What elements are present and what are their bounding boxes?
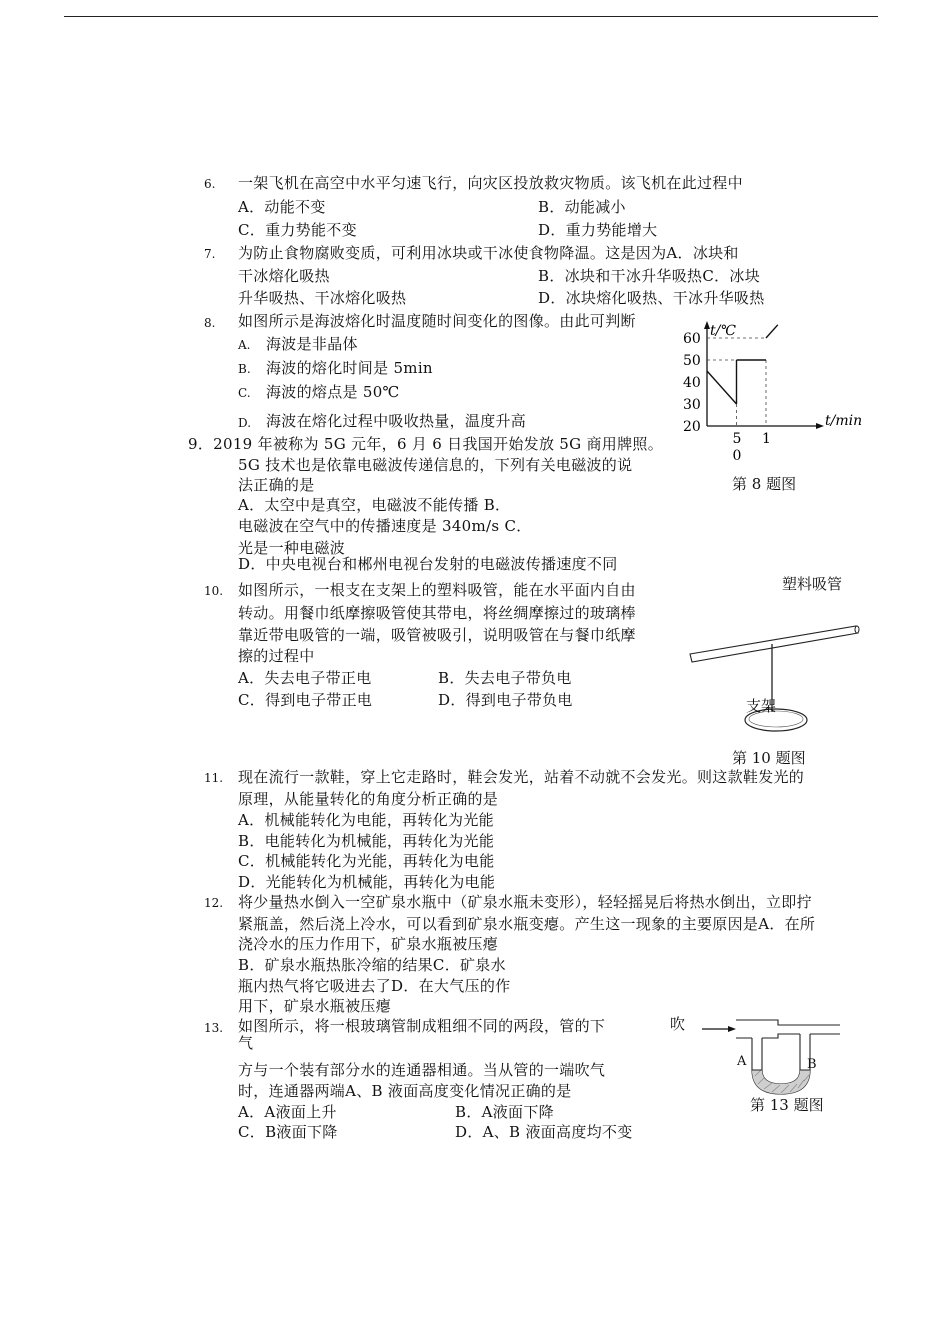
question-number: 10. <box>204 584 224 598</box>
option-c: C．B液面下降 <box>238 1123 338 1141</box>
question-line: B．矿泉水瓶热胀冷缩的结果C．矿泉水 <box>238 956 506 974</box>
question-line: 气 <box>238 1034 254 1052</box>
blow-arrowhead <box>728 1026 736 1032</box>
x-tick-label: 0 <box>732 448 742 464</box>
question-line: 转动。用餐巾纸摩擦吸管使其带电，将丝绸摩擦过的玻璃棒 <box>238 604 636 622</box>
question-number: 13. <box>204 1021 224 1035</box>
melting-curve-chart <box>676 318 876 468</box>
series-segment <box>766 325 778 338</box>
option-d: D．A、B 液面高度均不变 <box>455 1123 633 1141</box>
option-c: 光是一种电磁波 <box>238 539 346 557</box>
header-rule <box>64 16 878 17</box>
option-d: D．重力势能增大 <box>538 221 658 239</box>
question-line: 如图所示，将一根玻璃管制成粗细不同的两段，管的下 <box>238 1017 606 1035</box>
question-line: 浇冷水的压力作用下，矿泉水瓶被压瘪 <box>238 935 499 953</box>
figure-caption: 第 10 题图 <box>732 749 806 767</box>
option-a: A．动能不变 <box>238 198 326 216</box>
option-a: A．失去电子带正电 <box>238 669 372 687</box>
straw-on-stand-figure <box>686 620 866 740</box>
question-number: 12. <box>204 896 224 910</box>
question-line: B．冰块和干冰升华吸热C．冰块 <box>538 267 761 285</box>
question-line: 9．2019 年被称为 5G 元年，6 月 6 日我国开始发放 5G 商用牌照。 <box>188 435 664 453</box>
question-line: 用下，矿泉水瓶被压瘪 <box>238 997 392 1015</box>
question-line: 原理，从能量转化的角度分析正确的是 <box>238 790 499 808</box>
question-line: 瓶内热气将它吸进去了D．在大气压的作 <box>238 977 511 995</box>
option-d: 海波在熔化过程中吸收热量，温度升高 <box>266 412 527 430</box>
figure-label-blow: 吹 <box>670 1015 686 1033</box>
y-tick-label: 30 <box>683 397 701 413</box>
option-b: 海波的熔化时间是 5min <box>266 359 433 377</box>
option-b: B．电能转化为机械能，再转化为光能 <box>238 832 495 850</box>
question-line: 方与一个装有部分水的连通器相通。当从管的一端吹气 <box>238 1061 606 1079</box>
question-line: 将少量热水倒入一空矿泉水瓶中（矿泉水瓶未变形），轻轻摇晃后将热水倒出，立即拧 <box>238 893 812 911</box>
option-a: A．机械能转化为电能，再转化为光能 <box>238 811 494 829</box>
y-tick-label: 20 <box>683 419 701 435</box>
option-a: A．太空中是真空，电磁波不能传播 B． <box>238 496 511 514</box>
question-line: 靠近带电吸管的一端，吸管被吸引，说明吸管在与餐巾纸摩 <box>238 626 636 644</box>
option-d: D．中央电视台和郴州电视台发射的电磁波传播速度不同 <box>238 555 618 573</box>
y-tick-label: 40 <box>683 375 701 391</box>
option-c: C．得到电子带正电 <box>238 691 373 709</box>
y-tick-label: 60 <box>683 331 701 347</box>
straw-end <box>855 626 859 633</box>
question-stem: 一架飞机在高空中水平匀速飞行，向灾区投放救灾物质。该飞机在此过程中 <box>238 174 743 192</box>
option-b: 电磁波在空气中的传播速度是 340m/s C． <box>238 517 532 535</box>
question-number: 7. <box>204 247 216 261</box>
option-label: A. <box>238 338 251 352</box>
question-stem: 如图所示是海波熔化时温度随时间变化的图像。由此可判断 <box>238 312 636 330</box>
option-b: B．失去电子带负电 <box>438 669 572 687</box>
question-number: 11. <box>204 771 224 785</box>
series-segment <box>707 371 737 404</box>
option-d: D．得到电子带负电 <box>438 691 573 709</box>
u-tube-inner <box>762 1034 800 1084</box>
figure-label-b: B <box>807 1057 817 1072</box>
question-number: 8. <box>204 316 216 330</box>
water <box>752 1070 810 1094</box>
option-c: 海波的熔点是 50℃ <box>266 383 400 401</box>
x-axis-label: t/min <box>825 413 863 429</box>
question-line: D．冰块熔化吸热、干冰升华吸热 <box>538 289 765 307</box>
figure-caption: 第 13 题图 <box>750 1096 824 1114</box>
question-line: 干冰熔化吸热 <box>238 267 330 285</box>
glass-tube-top <box>736 1020 840 1025</box>
x-tick-label: 1 <box>762 431 771 447</box>
y-axis-label: t/℃ <box>710 323 737 339</box>
question-number: 6. <box>204 177 216 191</box>
figure-label-straw: 塑料吸管 <box>782 575 843 593</box>
option-label: B. <box>238 362 251 376</box>
option-b: B．动能减小 <box>538 198 626 216</box>
plastic-straw <box>690 626 858 662</box>
question-line: 如图所示，一根支在支架上的塑料吸管，能在水平面内自由 <box>238 581 636 599</box>
question-line: 现在流行一款鞋，穿上它走路时，鞋会发光，站着不动就不会发光。则这款鞋发光的 <box>238 768 805 786</box>
question-line: 为防止食物腐败变质，可利用冰块或干冰使食物降温。这是因为A．冰块和 <box>238 244 739 262</box>
option-a: 海波是非晶体 <box>266 335 358 353</box>
option-c: C．机械能转化为光能，再转化为电能 <box>238 852 495 870</box>
option-label: D. <box>238 416 252 430</box>
x-tick-label: 5 <box>732 431 742 447</box>
x-axis-arrow <box>816 423 824 429</box>
figure-caption: 第 8 题图 <box>732 475 797 493</box>
option-label: C. <box>238 386 251 400</box>
option-a: A．A液面上升 <box>238 1103 337 1121</box>
figure-label-stand: 支架 <box>746 697 777 715</box>
figure-label-a: A <box>737 1054 747 1069</box>
question-line: 5G 技术也是依靠电磁波传递信息的，下列有关电磁波的说 <box>238 456 633 474</box>
question-line: 法正确的是 <box>238 476 315 494</box>
glass-tube-bottom <box>736 1034 840 1038</box>
y-tick-label: 50 <box>683 353 701 369</box>
question-line: 擦的过程中 <box>238 647 315 665</box>
question-line: 时，连通器两端A、B 液面高度变化情况正确的是 <box>238 1082 572 1100</box>
option-c: C．重力势能不变 <box>238 221 357 239</box>
connected-vessel-figure <box>700 1018 870 1100</box>
question-line: 紧瓶盖，然后浇上冷水，可以看到矿泉水瓶变瘪。产生这一现象的主要原因是A．在所 <box>238 915 816 933</box>
question-line: 升华吸热、干冰熔化吸热 <box>238 289 407 307</box>
option-b: B．A液面下降 <box>455 1103 554 1121</box>
option-d: D．光能转化为机械能，再转化为电能 <box>238 873 496 891</box>
